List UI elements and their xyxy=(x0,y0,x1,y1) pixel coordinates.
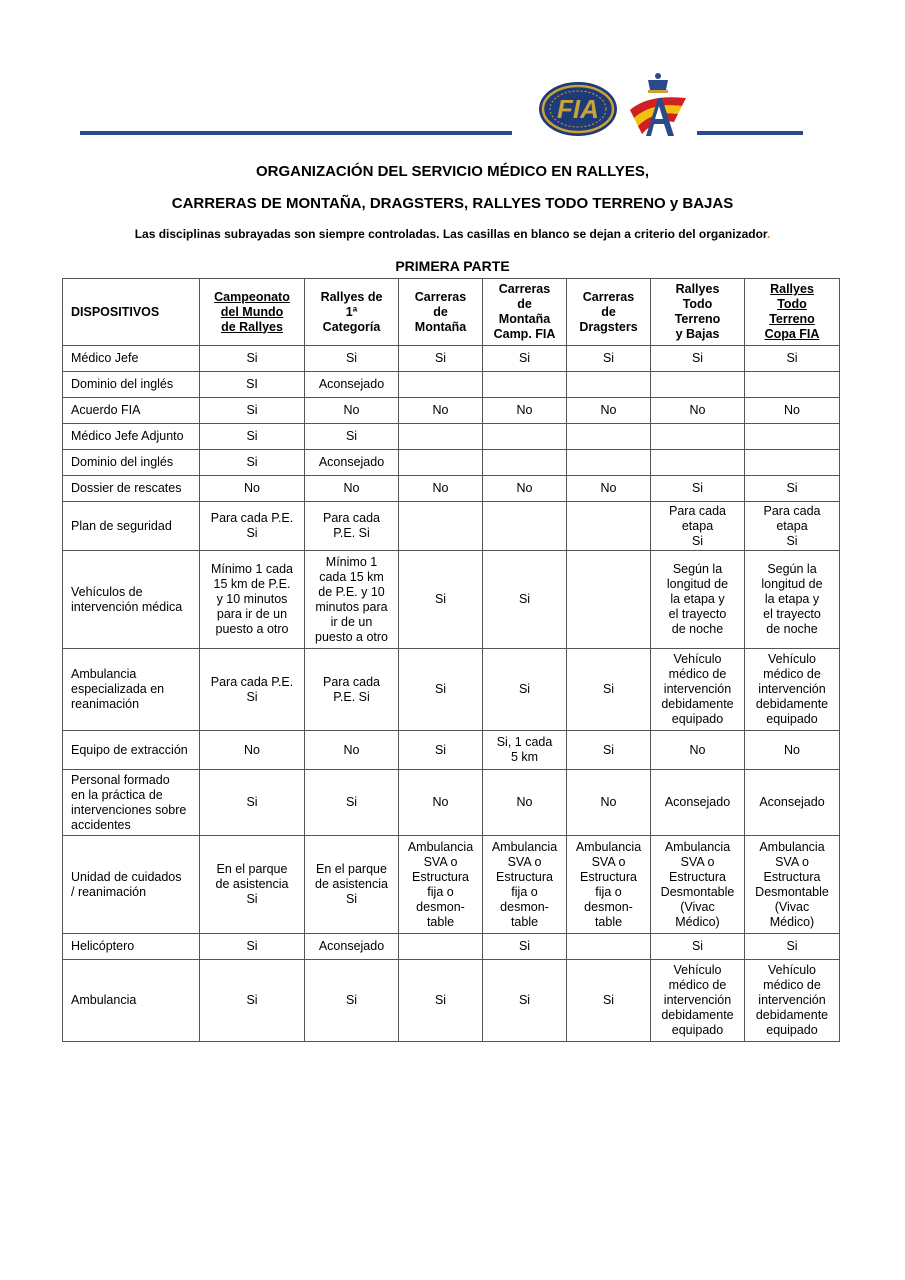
table-row xyxy=(63,836,840,934)
row-label-cell: Equipo de extracción xyxy=(63,731,200,770)
table-cell: En el parque de asistencia Si xyxy=(305,836,399,934)
subtitle-text: Las disciplinas subrayadas son siempre controladas. Las casillas en blanco se dejan a criterio del organizador xyxy=(134,227,767,241)
table-cell: Vehículo médico de intervención debidamente equipado xyxy=(651,960,745,1042)
table-row xyxy=(63,502,840,551)
table-cell: Si xyxy=(567,649,651,731)
table-cell: No xyxy=(200,476,305,502)
table-cell: En el parque de asistencia Si xyxy=(200,836,305,934)
header-cell: Rallyes Todo Terreno Copa FIA xyxy=(745,279,840,346)
table-cell: Si xyxy=(651,476,745,502)
table-cell: Para cada P.E. Si xyxy=(305,649,399,731)
table-row xyxy=(63,731,840,770)
table-cell: Para cada etapa Si xyxy=(651,502,745,551)
table-row xyxy=(63,424,840,450)
document-subtitle xyxy=(0,227,905,241)
table-cell: Ambulancia SVA o Estructura fija o desmon- table xyxy=(567,836,651,934)
table-cell: Aconsejado xyxy=(305,372,399,398)
table-cell xyxy=(745,450,840,476)
row-label-cell: Helicóptero xyxy=(63,934,200,960)
table-cell: Si xyxy=(399,551,483,649)
row-label-cell: Ambulancia xyxy=(63,960,200,1042)
table-cell: Si xyxy=(305,346,399,372)
table-cell: Si xyxy=(483,934,567,960)
table-cell: Para cada P.E. Si xyxy=(305,502,399,551)
header-cell: Carreras de Montaña Camp. FIA xyxy=(483,279,567,346)
table-cell: Si xyxy=(745,346,840,372)
table-cell xyxy=(567,450,651,476)
table-row xyxy=(63,770,840,836)
table-cell xyxy=(567,934,651,960)
table-cell: Para cada P.E. Si xyxy=(200,649,305,731)
table-cell: SI xyxy=(200,372,305,398)
table-cell xyxy=(567,372,651,398)
row-label-cell: Dominio del inglés xyxy=(63,372,200,398)
table-cell: Si xyxy=(745,934,840,960)
table-cell: Ambulancia SVA o Estructura Desmontable (Vivac Médico) xyxy=(651,836,745,934)
header-cell: Campeonato del Mundo de Rallyes xyxy=(200,279,305,346)
table-cell: Aconsejado xyxy=(305,934,399,960)
table-cell xyxy=(483,424,567,450)
table-cell: Si xyxy=(651,934,745,960)
page-header xyxy=(0,0,905,150)
table-cell xyxy=(483,372,567,398)
table-cell xyxy=(745,372,840,398)
table-body xyxy=(63,346,840,1042)
table-cell: No xyxy=(567,476,651,502)
row-label-cell: Dossier de rescates xyxy=(63,476,200,502)
table-cell xyxy=(483,502,567,551)
table-cell: Si xyxy=(567,960,651,1042)
header-rule-right xyxy=(697,131,803,135)
table-cell: No xyxy=(483,476,567,502)
table-cell: Si xyxy=(200,450,305,476)
table-cell: No xyxy=(745,398,840,424)
table-cell: No xyxy=(567,770,651,836)
table-row xyxy=(63,476,840,502)
row-label-cell: Unidad de cuidados / reanimación xyxy=(63,836,200,934)
table-cell: No xyxy=(200,731,305,770)
table-cell: No xyxy=(651,398,745,424)
table-cell: Si xyxy=(745,476,840,502)
table-cell: Si xyxy=(567,731,651,770)
row-label-cell: Médico Jefe xyxy=(63,346,200,372)
medical-service-table xyxy=(62,278,840,1042)
table-cell: No xyxy=(651,731,745,770)
table-cell: Vehículo médico de intervención debidamente equipado xyxy=(745,960,840,1042)
row-label-cell: Plan de seguridad xyxy=(63,502,200,551)
table-cell: Si xyxy=(305,424,399,450)
table-cell: Mínimo 1 cada 15 km de P.E. y 10 minutos para ir de un puesto a otro xyxy=(305,551,399,649)
table-cell xyxy=(399,372,483,398)
table-cell xyxy=(651,450,745,476)
table-row xyxy=(63,934,840,960)
table-cell xyxy=(651,372,745,398)
table-cell: Si xyxy=(305,960,399,1042)
table-cell xyxy=(567,424,651,450)
table-cell: Para cada P.E. Si xyxy=(200,502,305,551)
table-cell: No xyxy=(305,731,399,770)
table-cell: No xyxy=(745,731,840,770)
table-cell xyxy=(567,502,651,551)
table-cell: Si xyxy=(399,731,483,770)
table-cell: Ambulancia SVA o Estructura Desmontable (Vivac Médico) xyxy=(745,836,840,934)
row-label-cell: Médico Jefe Adjunto xyxy=(63,424,200,450)
table-cell xyxy=(745,424,840,450)
table-cell: Para cada etapa Si xyxy=(745,502,840,551)
row-label-cell: Ambulancia especializada en reanimación xyxy=(63,649,200,731)
table-cell: Si xyxy=(483,346,567,372)
table-row xyxy=(63,346,840,372)
table-cell: Si xyxy=(483,649,567,731)
table-cell xyxy=(567,551,651,649)
row-label-cell: Dominio del inglés xyxy=(63,450,200,476)
table-cell: Vehículo médico de intervención debidamente equipado xyxy=(745,649,840,731)
table-cell: Si xyxy=(399,346,483,372)
table-row xyxy=(63,960,840,1042)
header-cell: Rallyes Todo Terreno y Bajas xyxy=(651,279,745,346)
table-cell: Si xyxy=(567,346,651,372)
table-cell: No xyxy=(399,398,483,424)
header-cell: DISPOSITIVOS xyxy=(63,279,200,346)
table-row xyxy=(63,649,840,731)
table-cell: No xyxy=(305,398,399,424)
row-label-cell: Acuerdo FIA xyxy=(63,398,200,424)
header-cell: Carreras de Montaña xyxy=(399,279,483,346)
document-title-line1: ORGANIZACIÓN DEL SERVICIO MÉDICO EN RALLYES, xyxy=(255,163,650,180)
table-cell: No xyxy=(483,770,567,836)
table-cell: Si xyxy=(200,960,305,1042)
table-cell: No xyxy=(305,476,399,502)
row-label-cell: Vehículos de intervención médica xyxy=(63,551,200,649)
table-row xyxy=(63,450,840,476)
table-cell: Si xyxy=(200,934,305,960)
rfeda-logo xyxy=(624,70,690,140)
table-cell: Ambulancia SVA o Estructura fija o desmon- table xyxy=(483,836,567,934)
fia-logo xyxy=(537,80,619,138)
table-cell: Si xyxy=(483,960,567,1042)
section-title: PRIMERA PARTE xyxy=(395,258,510,274)
header-rule-left xyxy=(80,131,512,135)
table-cell xyxy=(399,424,483,450)
table-cell xyxy=(483,450,567,476)
table-cell: Si xyxy=(305,770,399,836)
table-cell: Aconsejado xyxy=(745,770,840,836)
header-cell: Carreras de Dragsters xyxy=(567,279,651,346)
table-cell: Si xyxy=(399,960,483,1042)
table-cell: No xyxy=(567,398,651,424)
table-cell: Si xyxy=(200,398,305,424)
table-cell: Si, 1 cada 5 km xyxy=(483,731,567,770)
table-cell: Si xyxy=(200,424,305,450)
table-cell: Aconsejado xyxy=(305,450,399,476)
svg-text:FIA: FIA xyxy=(557,94,599,124)
table-cell: Si xyxy=(200,770,305,836)
table-cell: No xyxy=(483,398,567,424)
table-cell: No xyxy=(399,476,483,502)
table-cell: Si xyxy=(651,346,745,372)
row-label-cell: Personal formado en la práctica de intervenciones sobre accidentes xyxy=(63,770,200,836)
table-header-row xyxy=(63,279,840,346)
header-cell: Rallyes de 1ª Categoría xyxy=(305,279,399,346)
table-row xyxy=(63,398,840,424)
table-row xyxy=(63,372,840,398)
table-cell: Aconsejado xyxy=(651,770,745,836)
table-cell xyxy=(399,502,483,551)
table-cell: Vehículo médico de intervención debidamente equipado xyxy=(651,649,745,731)
table-row xyxy=(63,551,840,649)
table-cell: Según la longitud de la etapa y el trayecto de noche xyxy=(745,551,840,649)
table-cell: Si xyxy=(483,551,567,649)
table-cell: Ambulancia SVA o Estructura fija o desmon- table xyxy=(399,836,483,934)
table-cell xyxy=(399,450,483,476)
table-cell: No xyxy=(399,770,483,836)
document-title-line2: CARRERAS DE MONTAÑA, DRAGSTERS, RALLYES TODO TERRENO y BAJAS xyxy=(171,195,734,212)
table-cell: Si xyxy=(399,649,483,731)
table-cell: Según la longitud de la etapa y el trayecto de noche xyxy=(651,551,745,649)
subtitle-dot: . xyxy=(766,227,771,241)
table-cell xyxy=(399,934,483,960)
table-cell: Mínimo 1 cada 15 km de P.E. y 10 minutos para ir de un puesto a otro xyxy=(200,551,305,649)
table-cell xyxy=(651,424,745,450)
table-cell: Si xyxy=(200,346,305,372)
